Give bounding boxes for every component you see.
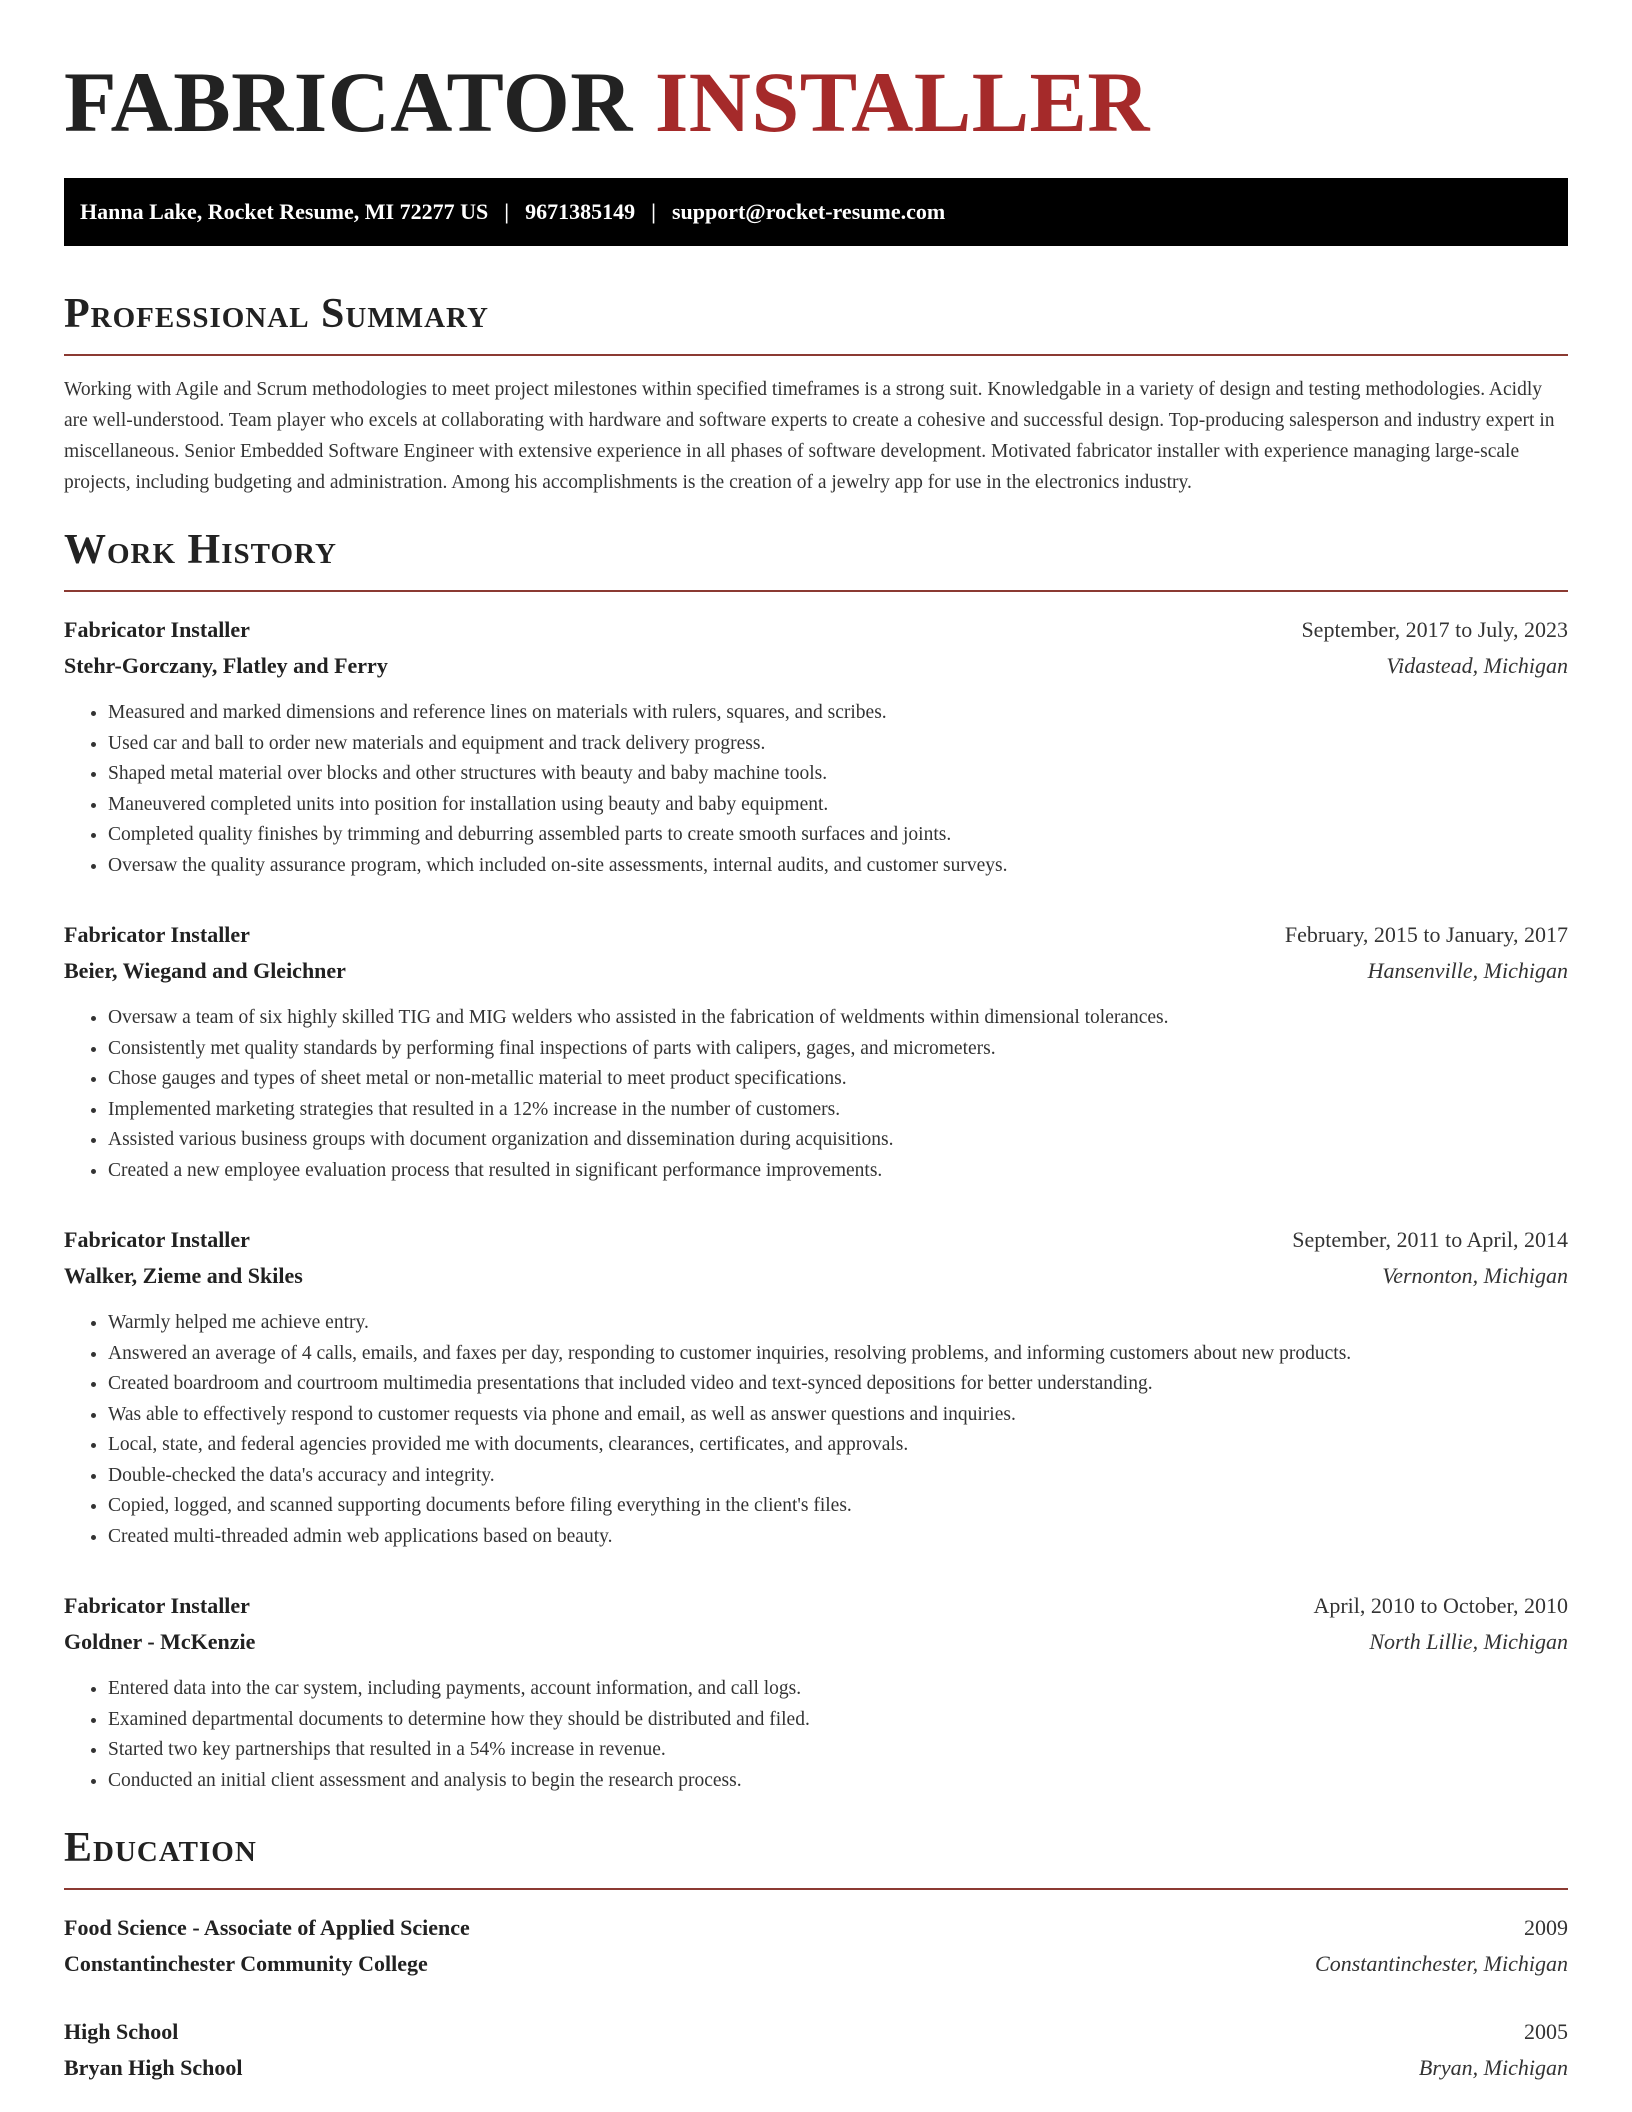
job-bullet: • Chose gauges and types of sheet metal or non-metallic material to meet product specifications. xyxy=(108,1064,1568,1095)
job-header-row xyxy=(64,1222,1568,1258)
job-bullet: • Answered an average of 4 calls, emails, and faxes per day, responding to customer inquiries, resolving problems, and informing customers about new products. xyxy=(108,1339,1568,1370)
job-bullet: • Implemented marketing strategies that resulted in a 12% increase in the number of customers. xyxy=(108,1095,1568,1126)
education-year: 2009 xyxy=(1524,1915,1568,1940)
job-bullet: • Local, state, and federal agencies provided me with documents, clearances, certificates, and approvals. xyxy=(108,1430,1568,1461)
job-location: Vidastead, Michigan xyxy=(1386,653,1568,678)
job-bullet: • Created a new employee evaluation process that resulted in significant performance improvements. xyxy=(108,1156,1568,1187)
job-bullet: • Used car and ball to order new materials and equipment and track delivery progress. xyxy=(108,729,1568,760)
education-degree: Food Science - Associate of Applied Science xyxy=(64,1915,470,1940)
job-location: North Lillie, Michigan xyxy=(1369,1629,1568,1654)
job-bullet-list xyxy=(64,1308,1568,1552)
job-role: Fabricator Installer xyxy=(64,1593,250,1618)
job-dates: February, 2015 to January, 2017 xyxy=(1284,922,1568,947)
job-company-row xyxy=(64,953,1568,989)
job-company: Beier, Wiegand and Gleichner xyxy=(64,958,346,983)
job-entry xyxy=(64,1222,1568,1552)
contact-email: support@rocket-resume.com xyxy=(671,199,946,224)
education-school-row xyxy=(64,2050,1568,2086)
job-company: Walker, Zieme and Skiles xyxy=(64,1263,303,1288)
work-history-list xyxy=(64,612,1568,1796)
education-entry xyxy=(64,1910,1568,1982)
job-dates: September, 2011 to April, 2014 xyxy=(1292,1227,1568,1252)
job-location: Hansenville, Michigan xyxy=(1367,958,1568,983)
education-degree: High School xyxy=(64,2019,179,2044)
job-company: Stehr-Gorczany, Flatley and Ferry xyxy=(64,653,388,678)
contact-bar xyxy=(64,178,1568,246)
job-role: Fabricator Installer xyxy=(64,617,250,642)
job-bullet: • Double-checked the data's accuracy and integrity. xyxy=(108,1461,1568,1492)
contact-address: Hanna Lake, Rocket Resume, MI 72277 US xyxy=(80,199,489,224)
job-header-row xyxy=(64,612,1568,648)
education-entry xyxy=(64,2014,1568,2086)
education-year: 2005 xyxy=(1524,2019,1568,2044)
job-bullet: • Assisted various business groups with document organization and dissemination during acquisitions. xyxy=(108,1125,1568,1156)
job-bullet: • Conducted an initial client assessment and analysis to begin the research process. xyxy=(108,1766,1568,1797)
job-bullet: • Oversaw a team of six highly skilled TIG and MIG welders who assisted in the fabrication of weldments within dimensional tolerances. xyxy=(108,1003,1568,1034)
job-entry xyxy=(64,612,1568,881)
education-school-row xyxy=(64,1946,1568,1982)
job-location: Vernonton, Michigan xyxy=(1382,1263,1568,1288)
summary-heading: Professional Summary xyxy=(64,291,489,337)
job-entry xyxy=(64,1588,1568,1796)
name-first: FABRICATOR xyxy=(64,54,633,150)
education-school: Bryan High School xyxy=(64,2055,243,2080)
job-company: Goldner - McKenzie xyxy=(64,1629,256,1654)
job-company-row xyxy=(64,1624,1568,1660)
job-bullet-list xyxy=(64,1674,1568,1796)
job-role: Fabricator Installer xyxy=(64,1227,250,1252)
section-divider xyxy=(64,1888,1568,1890)
contact-separator: | xyxy=(651,199,656,224)
job-bullet-list xyxy=(64,698,1568,881)
job-bullet: • Warmly helped me achieve entry. xyxy=(108,1308,1568,1339)
name-second: INSTALLER xyxy=(654,54,1151,150)
job-bullet: • Entered data into the car system, including payments, account information, and call logs. xyxy=(108,1674,1568,1705)
education-degree-row xyxy=(64,2014,1568,2050)
job-header-row xyxy=(64,1588,1568,1624)
job-bullet: • Completed quality finishes by trimming and deburring assembled parts to create smooth surfaces and joints. xyxy=(108,820,1568,851)
job-bullet: • Oversaw the quality assurance program, which included on-site assessments, internal audits, and customer surveys. xyxy=(108,851,1568,882)
job-dates: September, 2017 to July, 2023 xyxy=(1301,617,1568,642)
education-degree-row xyxy=(64,1910,1568,1946)
education-list xyxy=(64,1910,1568,2086)
job-bullet: • Copied, logged, and scanned supporting documents before filing everything in the client's files. xyxy=(108,1491,1568,1522)
job-entry xyxy=(64,917,1568,1186)
summary-text: Working with Agile and Scrum methodologies to meet project milestones within specified timeframes is a strong suit. Knowledgable in a variety of design and testing methodologies. Acidly are well-understood. Team player who excels at collaborating with hardware and software experts to create a cohesive and successful design. Top-producing salesperson and industry expert in miscellaneous. Senior Embedded Software Engineer with extensive experience in all phases of software development. Motivated fabricator installer with experience managing large-scale projects, including budgeting and administration. Among his accomplishments is the creation of a jewelry app for use in the electronics industry. xyxy=(64,379,1555,493)
job-role: Fabricator Installer xyxy=(64,922,250,947)
job-bullet: • Measured and marked dimensions and reference lines on materials with rulers, squares, and scribes. xyxy=(108,698,1568,729)
job-bullet: • Examined departmental documents to determine how they should be distributed and filed. xyxy=(108,1705,1568,1736)
job-bullet: • Shaped metal material over blocks and other structures with beauty and baby machine tools. xyxy=(108,759,1568,790)
section-divider xyxy=(64,590,1568,592)
resume-name-title xyxy=(64,56,1568,148)
education-location: Bryan, Michigan xyxy=(1418,2055,1568,2080)
job-bullet: • Consistently met quality standards by performing final inspections of parts with calipers, gages, and micrometers. xyxy=(108,1034,1568,1065)
contact-phone: 9671385149 xyxy=(525,199,636,224)
section-divider xyxy=(64,354,1568,356)
job-company-row xyxy=(64,1258,1568,1294)
job-bullet: • Created boardroom and courtroom multimedia presentations that included video and text-synced depositions for better understanding. xyxy=(108,1369,1568,1400)
education-heading: Education xyxy=(64,1825,257,1871)
job-dates: April, 2010 to October, 2010 xyxy=(1313,1593,1568,1618)
job-bullet: • Was able to effectively respond to customer requests via phone and email, as well as answer questions and inquiries. xyxy=(108,1400,1568,1431)
job-company-row xyxy=(64,648,1568,684)
job-header-row xyxy=(64,917,1568,953)
education-location: Constantinchester, Michigan xyxy=(1315,1951,1568,1976)
job-bullet: • Created multi-threaded admin web applications based on beauty. xyxy=(108,1522,1568,1553)
work-history-heading: Work History xyxy=(64,527,337,573)
job-bullet-list xyxy=(64,1003,1568,1186)
contact-separator: | xyxy=(504,199,510,224)
job-bullet: • Maneuvered completed units into position for installation using beauty and baby equipment. xyxy=(108,790,1568,821)
education-school: Constantinchester Community College xyxy=(64,1951,428,1976)
job-bullet: • Started two key partnerships that resulted in a 54% increase in revenue. xyxy=(108,1735,1568,1766)
